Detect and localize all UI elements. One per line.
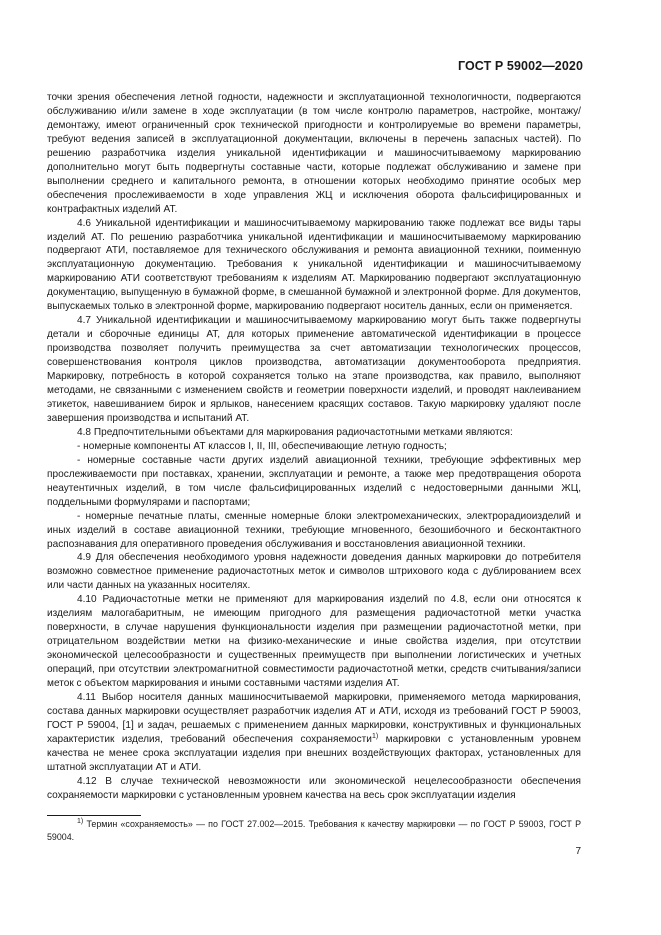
footnote-text: Термин «сохраняемость» — по ГОСТ 27.002—2015. Требования к качеству маркировки — по ГОСТ Р 59003, ГОСТ Р 59004. bbox=[47, 819, 581, 842]
paragraph-4-11-text-b: маркировки с установленным уровнем качества не менее срока эксплуатации изделия при внешних воздействующих факторах, установленных для штатной эксплуатации АТ и АТИ. bbox=[47, 733, 581, 773]
paragraph-4-9: 4.9 Для обеспечения необходимого уровня надежности доведения данных маркировки до потребителя возможно совместное применение радиочастотных меток и символов штрихового кода с дублированием всех или части данных на указанных носителях. bbox=[47, 552, 581, 592]
body-text bbox=[47, 91, 581, 803]
list-item: - номерные компоненты АТ классов I, II, III, обеспечивающие летную годность; bbox=[77, 440, 447, 452]
footnote-divider bbox=[47, 815, 141, 816]
paragraph-4-11 bbox=[47, 691, 581, 775]
paragraph-4-12: 4.12 В случае технической невозможности или экономической нецелесообразности обеспечения сохраняемости маркировки с установленным уровнем качества на весь срок эксплуатации изделия bbox=[47, 775, 581, 801]
footnote bbox=[47, 818, 581, 844]
footnote-mark: 1) bbox=[77, 818, 84, 825]
paragraph-4-7: 4.7 Уникальной идентификации и машиносчитываемому маркированию могут быть также подвергнуты детали и сборочные единицы АТ, для которых применение автоматической идентификации в процессе производства позволяет получить преимущества за счет автоматизации технологических процессов, совершенствования контроля циклов производства, автоматизации документооборота предприятия. Маркировку, потребность в которой сохраняется только на этапе производства, как правило, выполняют методами, не связанными с изменением свойств и геометрии поверхности изделий, и проводят наклеиванием этикеток, навешиванием бирок и ярлыков, нанесением красящих составов. Такую маркировку удаляют после завершения производства и испытаний АТ. bbox=[47, 315, 581, 424]
list-item: - номерные печатные платы, сменные номерные блоки электромеханических, электрорадиоизделий и иных изделий в составе авиационной техники, требующие мгновенного, безошибочного и бесконтактного распознавания для оперативного проведения обслуживания и восстановления авиационной техники. bbox=[47, 510, 581, 550]
paragraph-4-11-text-a: 4.11 Выбор носителя данных машиносчитываемой маркировки, применяемого метода маркирования, состава данных маркировки осуществляет разработчик изделия АТ и АТИ, исходя из требований ГОСТ Р 59003, ГОСТ Р 59004, [1] и задач, решаемых с применением данных маркировки, конструктивных и функциональных характеристик изделия, требований обеспечения сохраняемости bbox=[47, 691, 581, 745]
list-item: - номерные составные части других изделий авиационной техники, требующие эффективных мер прослеживаемости при поставках, хранении, эксплуатации и ремонте, а также мер предотвращения оборота неаутентичных изделий, в том числе фальсифицированных изделий с недостоверными данными ЖЦ, поддельными формулярами и паспортами; bbox=[47, 454, 581, 508]
paragraph-continuation: точки зрения обеспечения летной годности, надежности и эксплуатационной технологичности, подвергаются обслуживанию и/или замене в ходе эксплуатации (в том числе контролю параметров, настройке, монтажу/демонтажу, имеют ограниченный срок технической пригодности и контролируемые во времени параметры, требуют ведения записей в эксплуатационной документации, включены в перечень запасных частей). По решению разработчика изделия уникальной идентификации и машиносчитываемому маркированию дополнительно могут быть подвергнуты составные части, которые подлежат обслуживанию и замене при выполнении среднего и капитального ремонта, в отношении которых необходимо принятие особых мер обеспечения прослеживаемости в ходе управления ЖЦ и исключения оборота фальсифицированных и контрафактных изделий АТ. bbox=[47, 92, 581, 215]
paragraph-4-10: 4.10 Радиочастотные метки не применяют для маркирования изделий по 4.8, если они относятся к изделиям малогабаритным, не имеющим пригодного для размещения радиочастотной метки участка поверхности, в случае нарушения функциональности изделия при размещении радиочастотной метки, при отрицательном воздействии метки на физико-механические и иные свойства изделия, при отсутствии экономической целесообразности и существенных преимуществ при выполнении логистических и учетных операций, при отсутствии электромагнитной совместимости радиочастотной метки, средств считывания/записи меток с объектом маркирования и иными составными частями изделия АТ. bbox=[47, 594, 581, 690]
paragraph-4-6: 4.6 Уникальной идентификации и машиносчитываемому маркированию также подлежат все виды тары изделий АТ. По решению разработчика уникальной идентификации и машиносчитываемому маркированию подвергают АТИ, поставляемое для технического обслуживания и ремонта авиационной техники, поименную эксплуатационную документацию. Требования к уникальной идентификации и машиносчитываемому маркированию АТИ соответствуют требованиям к изделиям АТ. Маркированию подвергают эксплуатационную документацию, выпущенную в бумажной форме, в смешанной бумажной и электронной форме. Для документов, выпускаемых только в электронной форме, маркированию подвергают носитель данных, если он применяется. bbox=[47, 217, 581, 313]
page-number: 7 bbox=[575, 846, 581, 857]
footnote-reference: 1) bbox=[371, 732, 379, 740]
paragraph-4-8: 4.8 Предпочтительными объектами для маркирования радиочастотными метками являются: bbox=[77, 426, 513, 438]
standard-designation: ГОСТ Р 59002—2020 bbox=[457, 59, 583, 73]
